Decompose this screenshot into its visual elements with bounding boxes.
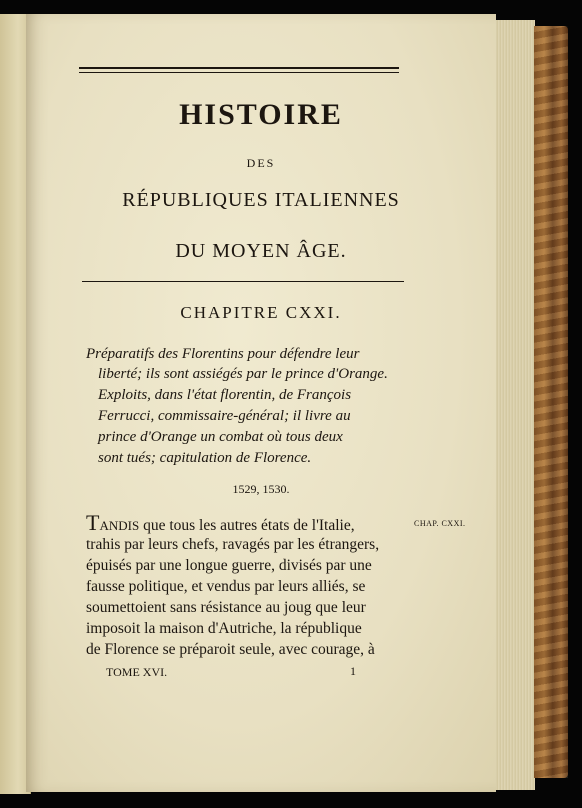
top-rule-thick (79, 67, 399, 69)
body-line: soumettoient sans résistance au joug que leur (86, 599, 366, 616)
subtitle-line-1: RÉPUBLIQUES ITALIENNES (122, 189, 400, 211)
mid-rule (82, 281, 404, 282)
first-line-text: que tous les autres états de l'Italie, (139, 517, 355, 534)
drop-cap: T (86, 510, 100, 535)
body-line: de Florence se préparoit seule, avec courage, à (86, 641, 375, 658)
title-connector: DES (246, 156, 276, 170)
summary-line: liberté; ils sont assiégés par le prince d'Orange. (98, 366, 388, 382)
summary-line: prince d'Orange un combat où tous deux (98, 429, 343, 445)
top-rule-thin (79, 72, 399, 73)
page-block-edges (494, 20, 535, 790)
body-line: fausse politique, et vendus par leurs alliés, se (86, 578, 366, 595)
summary-line: Préparatifs des Florentins pour défendre leur (86, 346, 360, 362)
summary-line: sont tués; capitulation de Florence. (98, 450, 312, 466)
body-first-line (86, 510, 355, 536)
chapter-dates: 1529, 1530. (232, 482, 290, 496)
small-caps-word: ANDIS (99, 518, 140, 533)
summary-line: Exploits, dans l'état florentin, de François (98, 387, 352, 403)
title-page (26, 14, 496, 792)
footer-volume: TOME XVI. (106, 665, 168, 679)
leather-cover-edge (534, 26, 568, 778)
body-line: épuisés par une longue guerre, divisés par une (86, 557, 372, 574)
chapter-heading: CHAPITRE CXXI. (180, 303, 342, 322)
margin-chapter-note: CHAP. CXXI. (414, 519, 466, 528)
body-line: imposoit la maison d'Autriche, la république (86, 620, 362, 637)
body-line: trahis par leurs chefs, ravagés par les étrangers, (86, 536, 380, 553)
book-title: HISTOIRE (179, 98, 343, 131)
footer-page-number: 1 (350, 664, 356, 678)
summary-line: Ferrucci, commissaire-général; il livre au (98, 408, 351, 424)
subtitle-line-2: DU MOYEN ÂGE. (175, 240, 347, 262)
